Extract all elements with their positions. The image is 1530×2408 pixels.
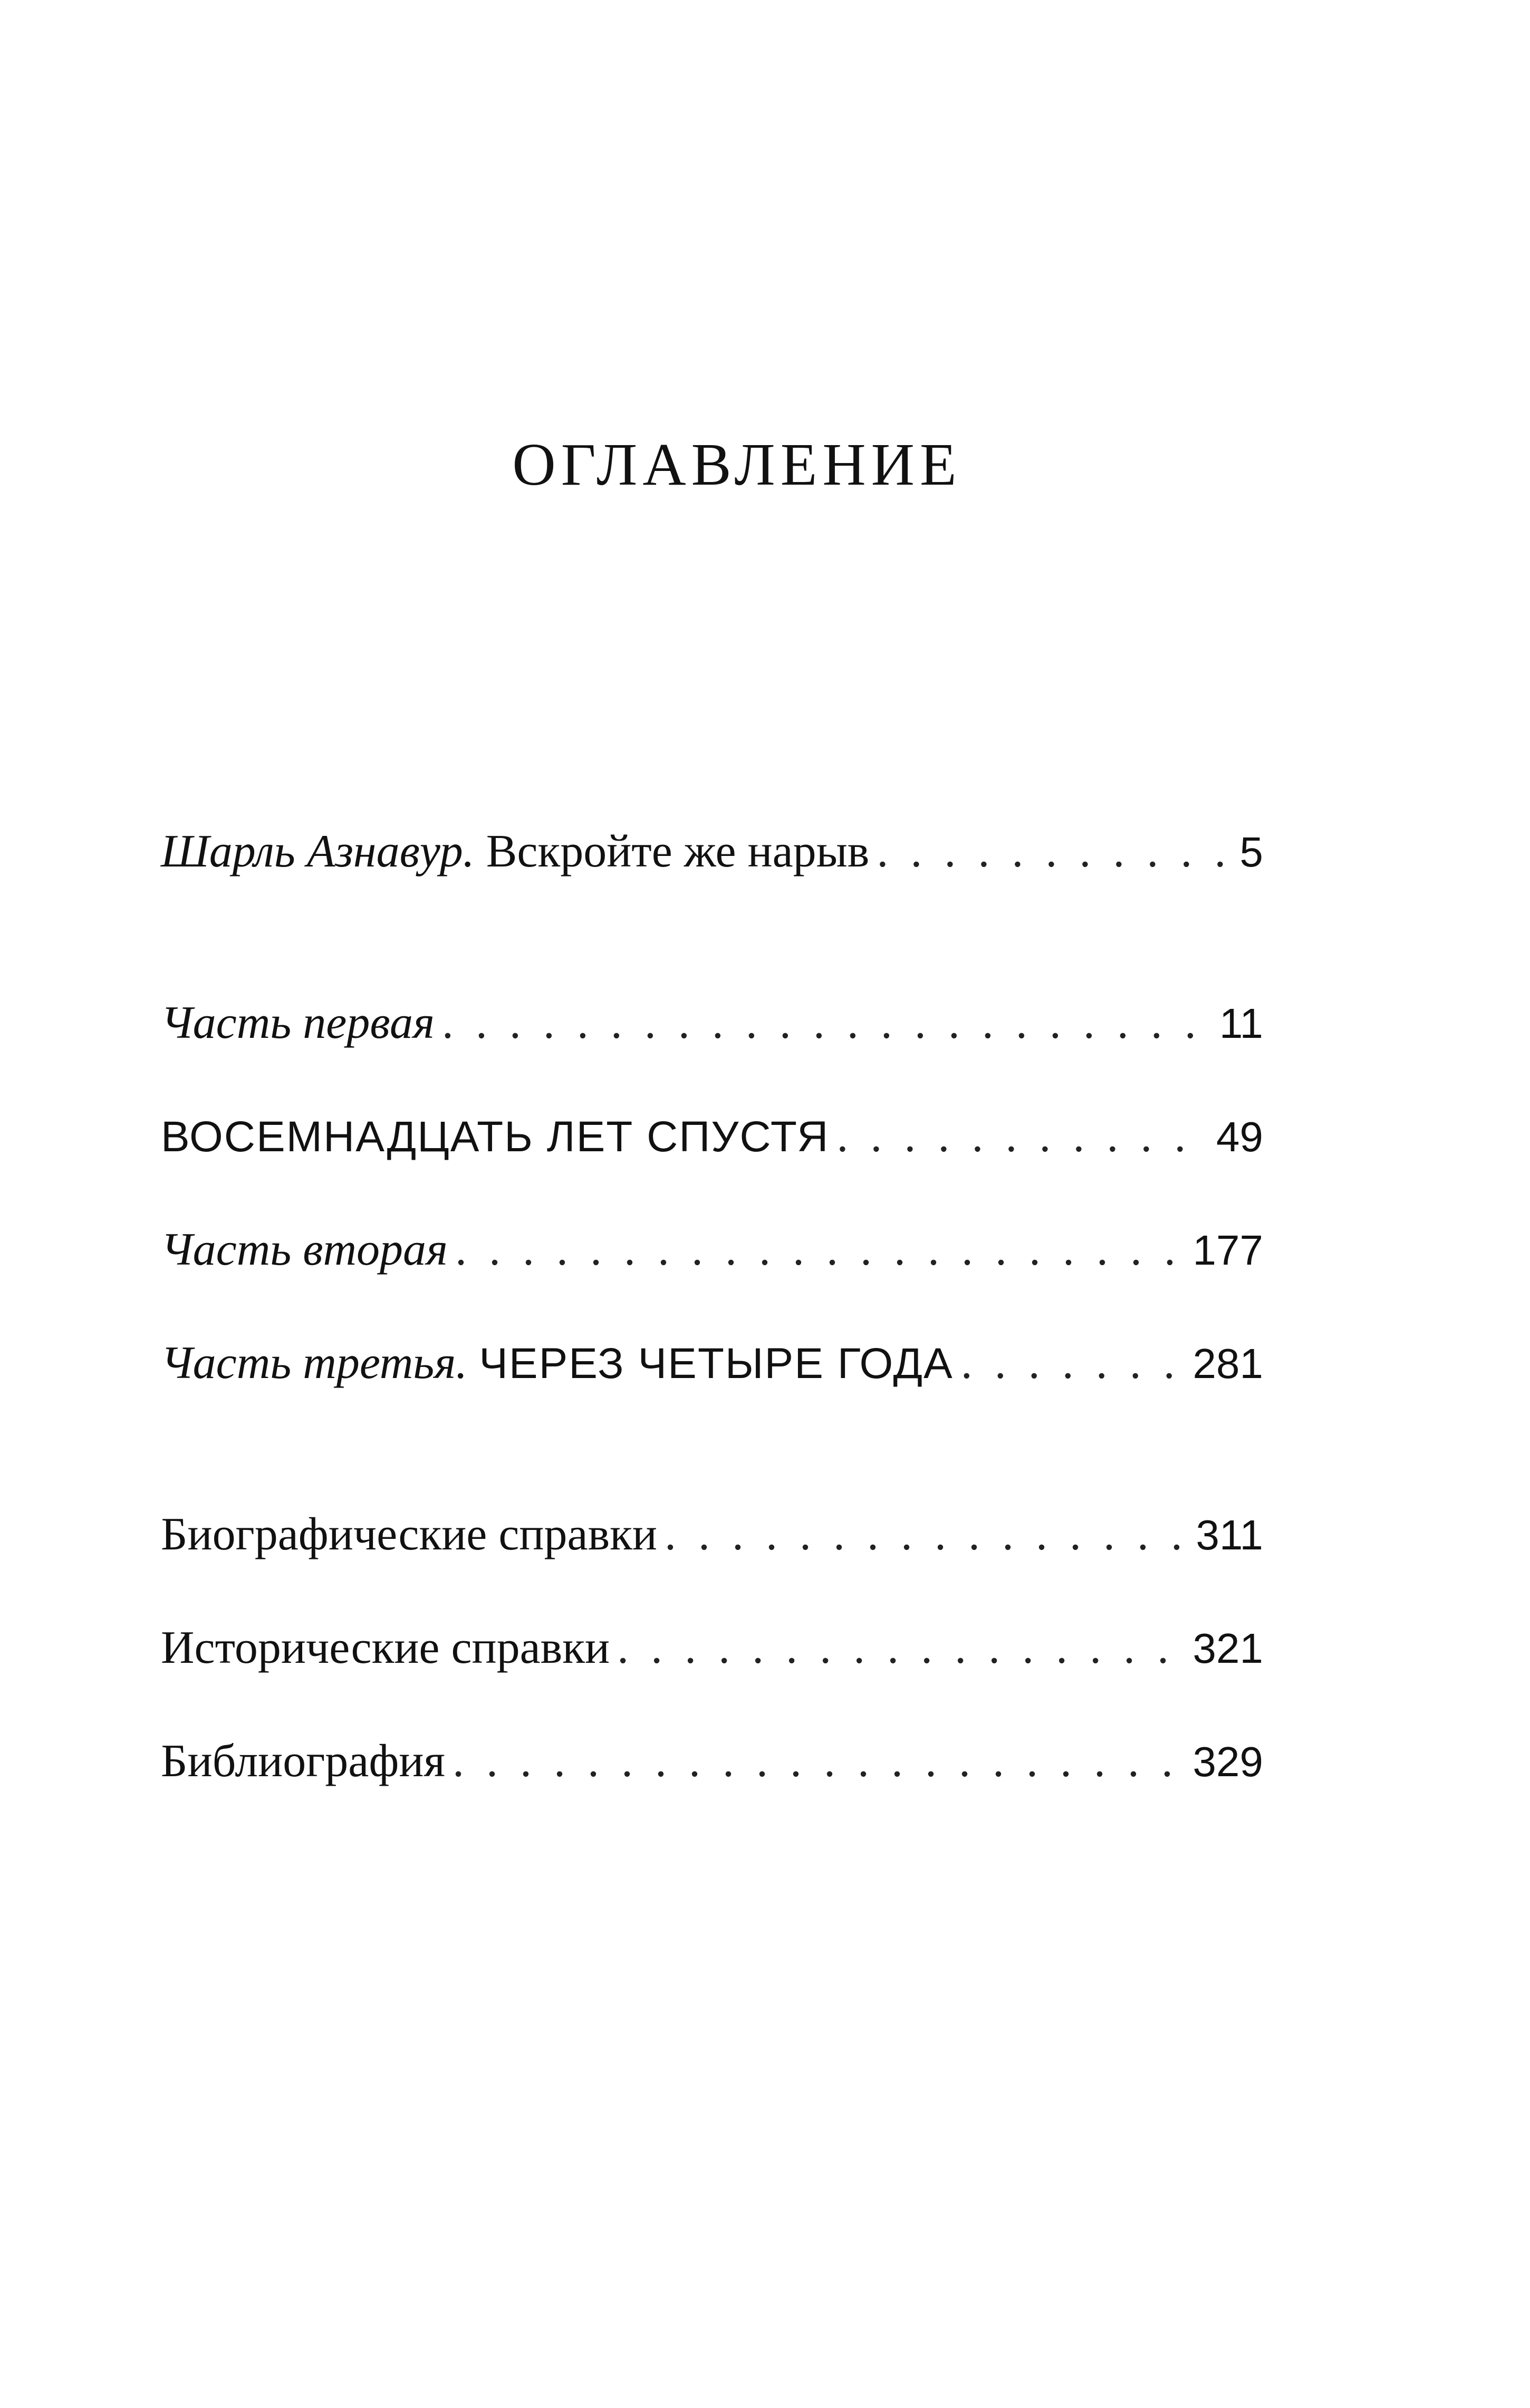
toc-entry-title <box>161 1503 657 1566</box>
toc-entry-title-caps: ЧЕРЕЗ ЧЕТЫРЕ ГОДА <box>479 1340 954 1388</box>
toc-entry-title-plain: Вскройте же нарыв <box>474 826 870 877</box>
toc-page-number: 281 <box>1192 1340 1263 1387</box>
toc-entry-title <box>161 991 435 1055</box>
toc-entry-historical-notes[interactable] <box>161 1616 1263 1680</box>
toc-entry-title-caps: ВОСЕМНАДЦАТЬ ЛЕТ СПУСТЯ <box>161 1113 830 1161</box>
toc-entry-title-plain <box>467 1337 479 1389</box>
toc-entry-title-italic: Часть первая <box>161 997 435 1048</box>
toc-entry-biographical-notes[interactable] <box>161 1503 1263 1566</box>
dot-leader <box>453 1730 1187 1793</box>
toc-page-number: 177 <box>1192 1227 1263 1274</box>
dot-leader <box>877 820 1233 883</box>
toc-entry-foreword[interactable] <box>161 820 1263 883</box>
toc-entry-title <box>161 1616 610 1680</box>
toc-entry-title <box>161 1105 829 1169</box>
toc-entry-title-plain: Исторические справки <box>161 1622 610 1673</box>
toc-page-number: 321 <box>1192 1625 1263 1672</box>
toc-entry-part-three[interactable] <box>161 1332 1263 1395</box>
toc-entry-title-italic: Часть вторая <box>161 1224 448 1275</box>
toc-entry-title-italic: Часть третья. <box>161 1337 468 1389</box>
toc-page-number: 5 <box>1239 829 1263 875</box>
toc-page-number: 49 <box>1216 1113 1263 1160</box>
toc-entry-title <box>161 1730 445 1793</box>
toc-page-number: 11 <box>1219 1000 1263 1047</box>
toc-entry-eighteen-years-later[interactable] <box>161 1105 1263 1168</box>
dot-leader <box>617 1616 1186 1680</box>
toc-entry-title-italic: Шарль Азнавур. <box>161 826 475 877</box>
toc-entry-title <box>161 1218 448 1282</box>
toc-entry-part-one[interactable] <box>161 991 1263 1055</box>
toc-entry-bibliography[interactable] <box>161 1730 1263 1793</box>
toc-entry-part-two[interactable] <box>161 1218 1263 1282</box>
toc-page-number: 311 <box>1196 1511 1263 1558</box>
toc-entry-title-plain: Библиография <box>161 1736 445 1787</box>
dot-leader <box>836 1105 1210 1168</box>
toc-entry-title <box>161 820 869 883</box>
dot-leader <box>455 1218 1187 1282</box>
toc-page-number: 329 <box>1192 1738 1263 1785</box>
toc-title: ОГЛАВЛЕНИЕ <box>512 431 962 498</box>
dot-leader <box>442 991 1213 1055</box>
dot-leader <box>665 1503 1189 1566</box>
dot-leader <box>961 1332 1187 1395</box>
toc-entry-title-plain: Биографические справки <box>161 1509 657 1560</box>
toc-entry-title <box>161 1332 954 1395</box>
